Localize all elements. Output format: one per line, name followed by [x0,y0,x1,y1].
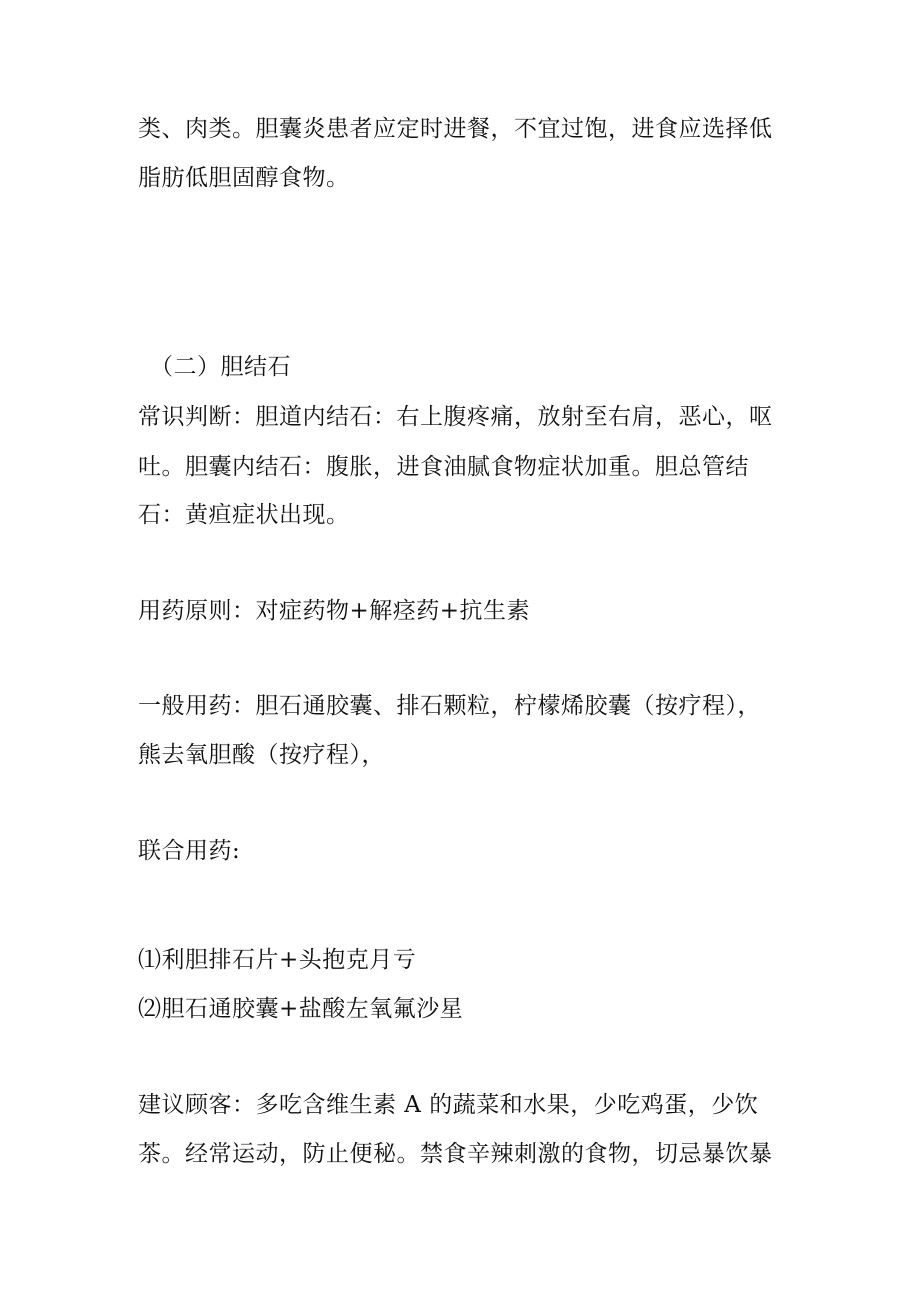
general-medication-line-1: 一般用药：胆石通胶囊、排石颗粒，柠檬烯胶囊（按疗程）， [138,693,761,719]
combined-medication-label: 联合用药: [138,838,241,864]
intro-line-2: 脂肪低胆固醇食物。 [138,165,350,191]
intro-line-1: 类、肉类。胆囊炎患者应定时进餐，不宜过饱，进食应选择低 [138,116,773,142]
diagnosis-line-3: 石：黄疸症状出现。 [138,502,350,528]
diagnosis-line-1: 常识判断：胆道内结石：右上腹疼痛，放射至右肩，恶心，呕 [138,404,773,430]
medication-principle: 用药原则：对症药物+解痉药+抗生素 [138,598,531,624]
general-medication-line-2: 熊去氧胆酸（按疗程）， [138,742,385,768]
combined-item-2: ⑵胆石通胶囊+盐酸左氧氟沙星 [138,996,464,1022]
advice-line-1: 建议顾客：多吃含维生素 A 的蔬菜和水果，少吃鸡蛋，少饮 [138,1092,759,1118]
combined-item-1: ⑴利胆排石片+头抱克月亏 [138,947,417,973]
advice-line-2: 茶。经常运动，防止便秘。禁食辛辣刺激的食物，切忌暴饮暴 [138,1141,773,1167]
section-heading: （二）胆结石 [150,354,291,380]
diagnosis-line-2: 吐。胆囊内结石：腹胀，进食油腻食物症状加重。胆总管结 [138,454,749,480]
